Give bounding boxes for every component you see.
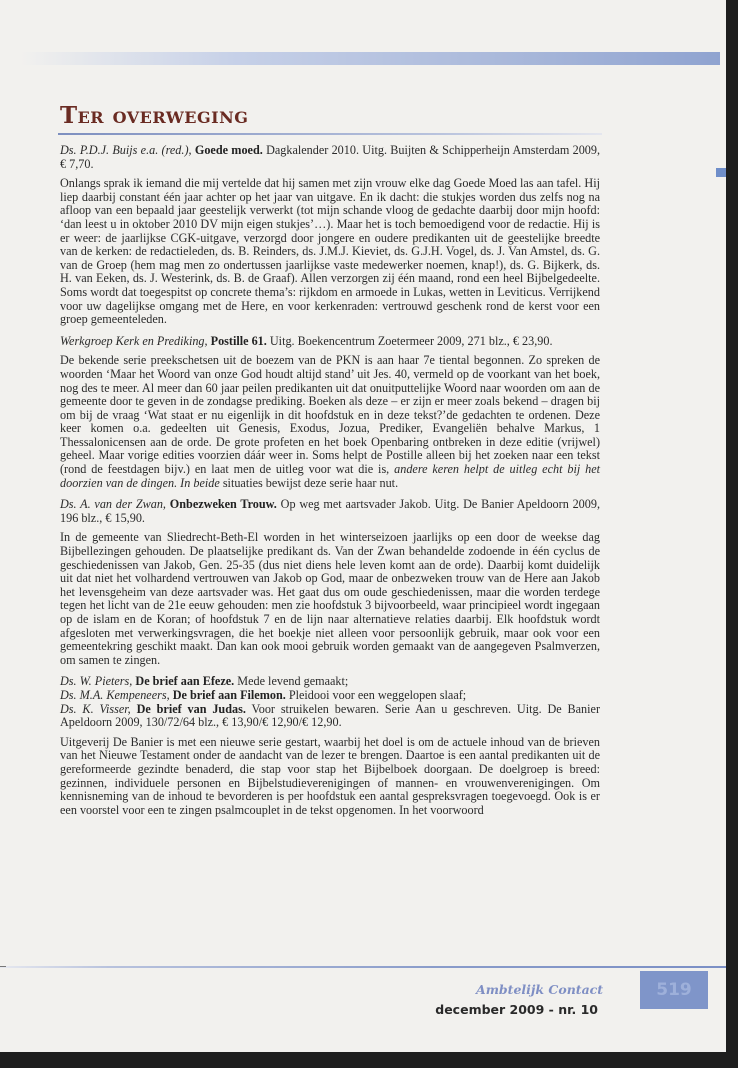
review-book-title: De brief aan Filemon. — [172, 687, 286, 702]
review-reference-group — [60, 675, 600, 729]
review-text: Uitgeverij De Banier is met een nieuwe serie gestart, waarbij het doel is om de actuele inhoud van de brieven van het Nieuwe Testament onder de aandacht van de lezer te brengen. Daartoe is een aantal predikanten uit de gereformeerde gezindte benaderd, die stap voor stap het Bijbelboek doorgaan. De doelgroep is breed: gezinnen, individuele personen en Bijbelstudieverenigingen of mannen- en vrouwenverenigingen. Om kennisneming van de inhoud te bevorderen is per hoofdstuk een aantal gespreksvragen toegevoegd. Ook is er een voorstel voor een te zingen psalmcouplet in de tekst opgenomen. In het voorwoord — [60, 734, 600, 817]
review-publication-info: Voor struikelen bewaren. Serie Aan u geschreven. Uitg. De Banier Apeldoorn 2009, 130/72/64 blz., € 13,90/€ 12,90/€ 12,90. — [60, 701, 600, 730]
review-book-title: De brief van Judas. — [136, 701, 246, 716]
review-subtitle: Pleidooi voor een weggelopen slaaf; — [288, 687, 467, 702]
review-text — [60, 354, 600, 490]
page-title: Ter overweging — [60, 102, 249, 129]
article-body — [60, 144, 600, 817]
title-underline — [58, 133, 602, 135]
scan-mark — [0, 966, 6, 967]
review-author: Ds. A. van der Zwan, — [60, 497, 166, 512]
review-book-title: Onbezweken Trouw. — [169, 497, 277, 512]
review-reference — [60, 144, 600, 171]
page-number: 519 — [656, 980, 692, 1000]
top-decorative-bar — [20, 52, 720, 65]
review-reference — [60, 498, 600, 525]
review-publication-info: Uitg. Boekencentrum Zoetermeer 2009, 271 blz., € 23,90. — [269, 333, 553, 348]
footer-rule — [0, 966, 726, 968]
review-author: Ds. P.D.J. Buijs e.a. (red.), — [60, 143, 192, 157]
review-text: Onlangs sprak ik iemand die mij vertelde dat hij samen met zijn vrouw elke dag Goede Moed las aan tafel. Hij liep daarbij constant één jaar achter op het jaar van uitgave. En ik dacht: die stukjes worden dus zelfs nog na afloop van een bepaald jaar geestelijk verwerkt (tot mijn schande vloog de gedachte daarbij door mijn hoofd: ‘dan leest u in oktober 2010 DV mijn eigen stukjes’…). Maar het is toch bemoedigend voor de redactie. Hij is er weer: de jaarlijkse CGK-uitgave, verzorgd door jongere en oudere predikanten uit de geestelijke breedte van de kerken: de redactieleden, ds. B. Reinders, ds. J.M.J. Kieviet, ds. G.J.H. Vogel, ds. J. Van Amstel, ds. G. van de Groep (hem mag men zo ondertussen jaarlijkse vaste medewerker noemen, knap!), ds. G. Bijkerk, ds. H. van Eeken, ds. J. Westerink, ds. B. de Graaf). Allen verzorgen zij één maand, rond een heel Bijbelgedeelte. Soms wordt dat toegespitst op concrete thema’s: rijkdom en armoede in Lukas, wetten in Leviticus. Verrijkend voor uw dagelijkse omgang met de Here, en voor kerkenraden: vertrouwd geschenk rond de kerst voor een groep gemeenteleden. — [60, 176, 600, 327]
review-author: Werkgroep Kerk en Prediking, — [60, 333, 208, 348]
review-author: Ds. K. Visser, — [60, 701, 131, 716]
review-text-main: De bekende serie preekschetsen uit de boezem van de PKN is aan haar 7e tiental begonnen. Zo spreken de woorden ‘Maar het Woord van onze God houdt altijd stand’ uit Jes. 40, vermeld op de voorkant van het boek, nog des te meer. Al meer dan 60 jaar peilen predikanten uit dat onuitputtelijke Woord naar woorden om aan de gemeente door te geven in de zondagse prediking. Boeken als deze – er zijn er meer zoals bekend – dragen bij om bij de vraag ‘Wat staat er nu eigenlijk in dit hoofdstuk en in deze tekst?’de gedachten te ordenen. Deze keer komen o.a. gedeelten uit Genesis, Exodus, Jozua, Prediker, Evangeliën behalve Markus, 1 Thessalonicensen aan de orde. De grote profeten en het boek Openbaring ontbreken in deze editie (vrijwel) geheel. Maar vorige edities voorzien dáár weer in. Soms helpt de Postille alleen bij het zoeken naar een tekst (rond de feestdagen bijv.) en laat men de uitleg voor wat die is, — [60, 353, 600, 477]
issue-info: december 2009 - nr. 10 — [435, 1002, 598, 1017]
magazine-name: Ambtelijk Contact — [476, 982, 604, 997]
review-reference — [60, 335, 600, 349]
review-author: Ds. M.A. Kempeneers, — [60, 687, 170, 702]
page-edge-shadow — [726, 0, 738, 1068]
review-text: In de gemeente van Sliedrecht-Beth-El worden in het winterseizoen jaarlijks op een door de weekse dag Bijbellezingen gehouden. De plaatselijke predikant ds. Van der Zwan behandelde zodoende in één cyclus de geschiedenissen van Jakob, Gen. 25-35 (dus niet diens hele leven komt aan de orde). Daarbij komt duidelijk uit dat niet het volhardend vertrouwen van Jakob op God, maar de onbezweken trouw van de Here aan Jakob het levensgeheim van deze aartsvader was. Het gaat dus om oude geschiedenissen, maar die worden terdege tegen het licht van de 21e eeuw gehouden: men zie hoofdstuk 3 bijvoorbeeld, waar principieel wordt ingegaan op de islam en de Koran; of hoofdstuk 7 en de lijn naar alternatieve relaties daarbij. Elk hoofdstuk wordt afgesloten met verwerkingsvragen, die het boekje niet alleen voor persoonlijk gebruik, maar ook voor een gemeentekring geschikt maakt. Dan kan ook mooi gebruik worden gemaakt van de aangegeven Psalmverzen, om samen te zingen. — [60, 530, 600, 667]
review-text-end: situaties bewijst deze serie haar nut. — [222, 475, 399, 490]
review-publication-info: Op weg met aartsvader Jakob. Uitg. De Banier Apeldoorn 2009, 196 blz., € 15,90. — [60, 497, 601, 525]
review-subtitle: Mede levend gemaakt; — [237, 674, 349, 689]
review-publication-info: Dagkalender 2010. Uitg. Buijten & Schipperheijn Amsterdam 2009, € 7,70. — [60, 143, 601, 171]
review-author: Ds. W. Pieters, — [60, 674, 133, 689]
side-tab-marker — [716, 168, 726, 177]
page-bottom-shadow — [0, 1052, 738, 1068]
review-book-title: Postille 61. — [210, 333, 267, 348]
review-book-title: De brief aan Efeze. — [135, 674, 235, 689]
review-text-italic: andere keren helpt de uitleg echt bij het doorzien van de dingen. In beide — [60, 462, 600, 490]
review-book-title: Goede moed. — [194, 143, 263, 157]
